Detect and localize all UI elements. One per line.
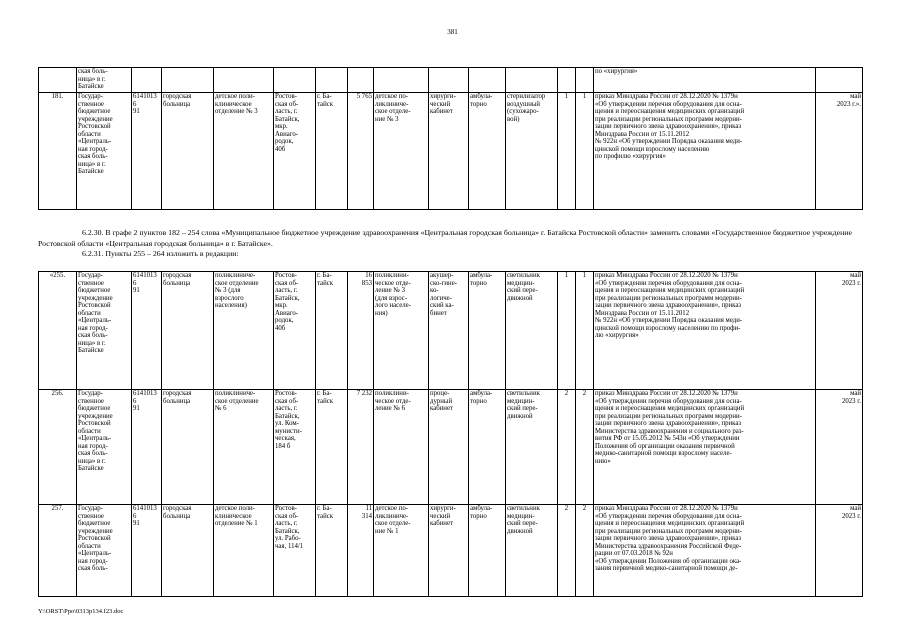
cell-qty-1: 1 — [558, 93, 576, 210]
cell-address: Ростов- ская об- ласть, г. Батайск, ул. Ком- мунисти- ческая, 184 б — [274, 390, 316, 505]
cell-num: 181. — [39, 93, 77, 210]
cell-equipment: светильник медицин- ский пере- движной — [506, 272, 558, 390]
cell-city: г. Ба- тайск — [316, 505, 348, 597]
cell-num: 257. — [39, 505, 77, 597]
cell-room: хирурги- ческий кабинет — [429, 93, 469, 210]
cell-dept: поликлиниче- ское отделение № 6 — [214, 390, 274, 505]
cell-law: приказ Минздрава России от 28.12.2020 № 1379н «Об утверждении перечня оборудования для осна- щения и переоснащения медицинских организаций при реализации региональных программ модерни- зации первичного звена здравоохранения», приказ Минздрава России от 15.11.2012 № 922н «Об утверждении Порядка оказания меди- цинской помощи взрослому населению по профилю «хирургия» — [594, 93, 816, 210]
cell-unit: детское по- ликлиниче- ское отделе- ние № 3 — [374, 93, 429, 210]
cell-law: приказ Минздрава России от 28.12.2020 № 1379н «Об утверждении перечня оборудования для осна- щения и переоснащения медицинских организаций при реализации региональных программ модерни- зации первичного звена здравоохранения», приказ Министерства здравоохранения и социального раз- вития РФ от 15.05.2012 № 543н «Об утверждении Положения об организации оказания первичной медико-санитарной помощи взрослому населе- нию» — [594, 390, 816, 505]
cell-name: Государ- ственное бюджетное учреждение Ростовской области «Централь- ная город- ская боль- ница» в г. Батайске — [77, 272, 132, 390]
cell-qty-2: 2 — [576, 390, 594, 505]
cell-dept: поликлиниче- ское отделение № 3 (для взрослого населения) — [214, 272, 274, 390]
cell-unit: поликлини- ческое отде- ление № 3 (для взрос- лого населе- ния) — [374, 272, 429, 390]
cell-qty-1: 1 — [558, 272, 576, 390]
cell-address: Ростов- ская об- ласть, г. Батайск, мкр. Авиаго- родок, 40б — [274, 272, 316, 390]
cell-equipment: стерилизатор воздушный (сухожаро- вой) — [506, 93, 558, 210]
cell-date: май 2023 г.». — [816, 93, 863, 210]
cell-name: Государ- ственное бюджетное учреждение Ростовской области «Централь- ная город- ская боль- — [77, 505, 132, 597]
cell-population: 16 853 — [348, 272, 374, 390]
cell-room: хирурги- ческий кабинет — [429, 505, 469, 597]
cell-room: проце- дурный кабинет — [429, 390, 469, 505]
cell-room: акушер- ско-гине- ко- логиче- ский ка- бинет — [429, 272, 469, 390]
cell-form: амбула- торно — [469, 505, 506, 597]
cell-population: 7 232 — [348, 390, 374, 505]
cell-population: 5 765 — [348, 93, 374, 210]
paragraph-6-2-30: 6.2.30. В графе 2 пунктов 182 – 254 слова «Муниципальное бюджетное учреждение здравоохранения «Центральная городская больница» г. Батайска Ростовской области» заменить словами «Государственное бюджетное учреждение Ростовской области «Центральная городская больница» в г. Батайске». — [38, 228, 852, 248]
page-number: 381 — [447, 28, 458, 36]
cell-date: май 2023 г. — [816, 505, 863, 597]
paragraph-6-2-31: 6.2.31. Пункты 255 – 264 изложить в редакции: — [82, 249, 239, 258]
cell-equipment: светильник медицин- ский пере- движной — [506, 390, 558, 505]
table-bottom — [38, 271, 863, 597]
cell-type: городская больница — [162, 93, 214, 210]
cell-date: май 2023 г. — [816, 390, 863, 505]
cell-law: по «хирургия» — [594, 68, 816, 93]
cell-code: 61410136 91 — [132, 505, 162, 597]
cell-qty-2: 2 — [576, 505, 594, 597]
cell-dept: детское поли- клиническое отделение № 3 — [214, 93, 274, 210]
cell-qty-2: 1 — [576, 272, 594, 390]
cell-unit: поликлини- ческое отде- ление № 6 — [374, 390, 429, 505]
cell-form: амбула- торно — [469, 93, 506, 210]
cell-code: 61410136 91 — [132, 93, 162, 210]
cell-form: амбула- торно — [469, 272, 506, 390]
table-row — [39, 390, 863, 505]
cell-qty-1: 2 — [558, 505, 576, 597]
cell-qty-2: 1 — [576, 93, 594, 210]
cell-num: 256. — [39, 390, 77, 505]
cell-city: г. Ба- тайск — [316, 390, 348, 505]
cell-type: городская больница — [162, 272, 214, 390]
cell-address: Ростов- ская об- ласть, г. Батайск, ул. Рабо- чая, 114/1 — [274, 505, 316, 597]
cell-equipment: светильник медицин- ский пере- движной — [506, 505, 558, 597]
cell-address: Ростов- ская об- ласть, г. Батайск, мкр. Авиаго- родок, 40б — [274, 93, 316, 210]
cell-law: приказ Минздрава России от 28.12.2020 № 1379н «Об утверждении перечня оборудования для осна- щения и переоснащения медицинских организаций при реализации региональных программ модерни- зации первичного звена здравоохранения», приказ Минздрава России от 15.11.2012 № 922н «Об утверждении Порядка оказания меди- цинской помощи взрослому населению по профи- лю «хирургия» — [594, 272, 816, 390]
table-row — [39, 505, 863, 597]
cell-qty-1: 2 — [558, 390, 576, 505]
cell-population: 11 314 — [348, 505, 374, 597]
cell-num: «255. — [39, 272, 77, 390]
cell-name: ская боль- ница» в г. Батайске — [77, 68, 132, 93]
cell-num — [39, 68, 77, 93]
table-top — [38, 67, 863, 210]
cell-form: амбула- торно — [469, 390, 506, 505]
cell-name: Государ- ственное бюджетное учреждение Ростовской области «Централь- ная город- ская боль- ница» в г. Батайске — [77, 390, 132, 505]
cell-code: 61410136 91 — [132, 272, 162, 390]
footer-file-path: Y:\ORST\Ppo\0313p134.f23.doc — [38, 608, 124, 615]
cell-type: городская больница — [162, 505, 214, 597]
cell-dept: детское поли- клиническое отделение № 1 — [214, 505, 274, 597]
cell-code: 61410136 91 — [132, 390, 162, 505]
cell-city: г. Ба- тайск — [316, 272, 348, 390]
cell-name: Государ- ственное бюджетное учреждение Ростовской области «Централь- ная город- ская боль- ница» в г. Батайске — [77, 93, 132, 210]
cell-unit: детское по- ликлиниче- ское отделе- ние № 1 — [374, 505, 429, 597]
table-row — [39, 68, 863, 93]
table-row — [39, 93, 863, 210]
cell-city: г. Ба- тайск — [316, 93, 348, 210]
cell-date: май 2023 г. — [816, 272, 863, 390]
cell-law: приказ Минздрава России от 28.12.2020 № 1379н «Об утверждении перечня оборудования для осна- щения и переоснащения медицинских организаций при реализации региональных программ модерни- зации первичного звена здравоохранения», приказ Министерства здравоохранения Российской Феде- рации от 07.03.2018 № 92н «Об утверждении Положения об организации ока- зания первичной медико-санитарной помощи де- — [594, 505, 816, 597]
table-row — [39, 272, 863, 390]
cell-type: городская больница — [162, 390, 214, 505]
